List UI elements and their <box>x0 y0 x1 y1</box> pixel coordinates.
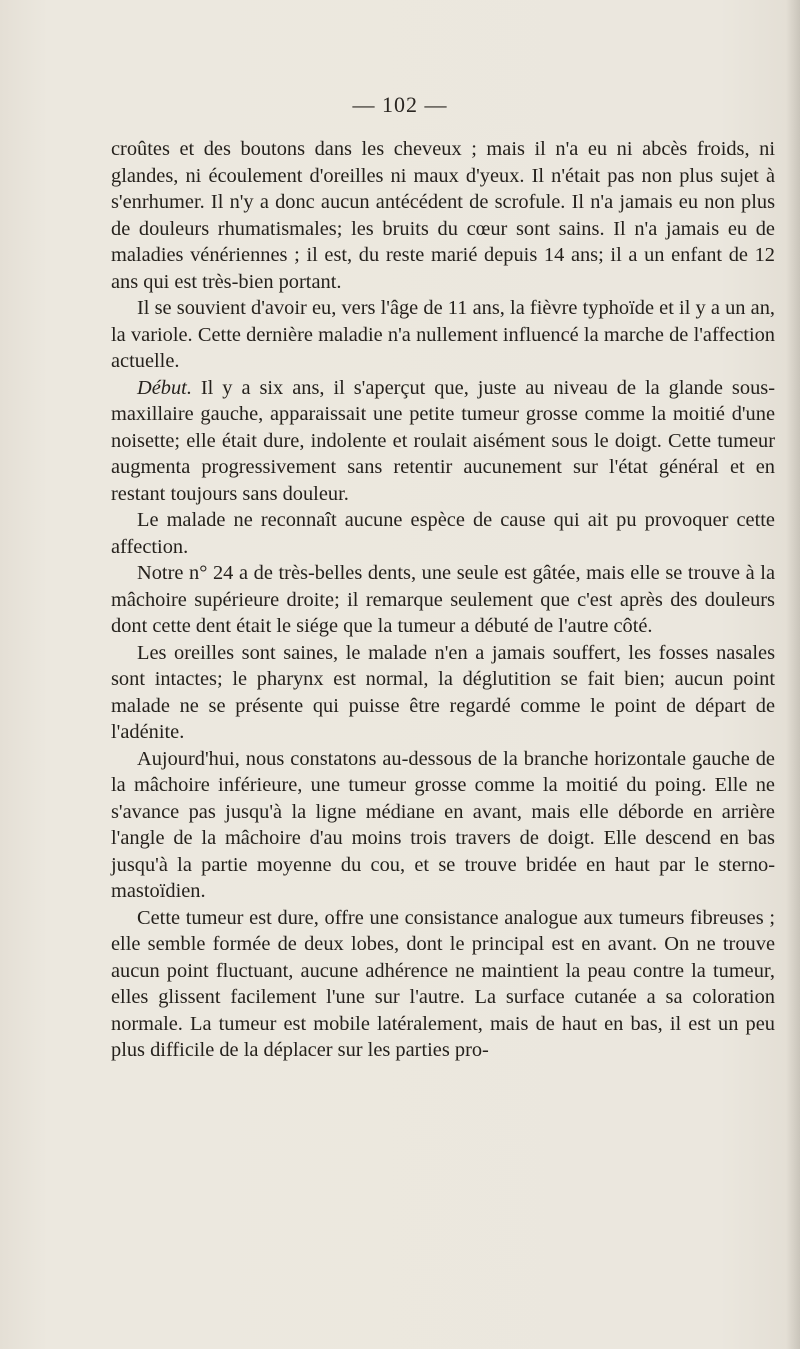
section-label-debut: Début. <box>137 376 192 399</box>
paragraph-3-text: Il y a six ans, il s'aperçut que, juste au niveau de la glande sous-maxillaire gauche, apparaissait une petite tumeur grosse comme la moitié d'une noisette; elle était dure, indolente et roulait aisément sous le doigt. Cette tumeur augmenta progressivement sans retentir aucunement sur l'état général et en restant toujours sans douleur. <box>111 376 775 505</box>
body-text <box>111 136 775 1064</box>
paragraph-6: Les oreilles sont saines, le malade n'en a jamais souffert, les fosses nasales sont intactes; le pharynx est normal, la déglutition se fait bien; aucun point malade ne se présente qui puisse être regardé comme le point de départ de l'adénite. <box>111 641 775 743</box>
paragraph-8: Cette tumeur est dure, offre une consistance analogue aux tumeurs fibreuses ; elle semble formée de deux lobes, dont le principal est en avant. On ne trouve aucun point fluctuant, aucune adhérence ne maintient la peau contre la tumeur, elles glissent facilement l'une sur l'autre. La surface cutanée a sa coloration normale. La tumeur est mobile latéralement, mais de haut en bas, il est un peu plus difficile de la déplacer sur les parties pro- <box>111 906 775 1061</box>
page-edge-shadow <box>786 0 800 1349</box>
paragraph-7: Aujourd'hui, nous constatons au-dessous de la branche horizontale gauche de la mâchoire inférieure, une tumeur grosse comme la moitié du poing. Elle ne s'avance pas jusqu'à la ligne médiane en avant, mais elle déborde en arrière l'angle de la mâchoire d'au moins trois travers de doigt. Elle descend en bas jusqu'à la partie moyenne du cou, et se trouve bridée en haut par le sterno-mastoïdien. <box>111 747 775 902</box>
paragraph-5: Notre n° 24 a de très-belles dents, une seule est gâtée, mais elle se trouve à la mâchoire supérieure droite; il remarque seulement que c'est après des douleurs dont cette dent était le siége que la tumeur a débuté de l'autre côté. <box>111 562 775 637</box>
paragraph-3 <box>111 375 775 508</box>
paragraph-1: croûtes et des boutons dans les cheveux ; mais il n'a eu ni abcès froids, ni glandes, ni écoulement d'oreilles ni maux d'yeux. Il n'était pas non plus sujet à s'enrhumer. Il n'y a donc aucun antécédent de scrofule. Il n'a jamais eu non plus de douleurs rhumatismales; les bruits du cœur sont sains. Il n'a jamais eu de maladies vénériennes ; il est, du reste marié depuis 14 ans; il a un enfant de 12 ans qui est très-bien portant. <box>111 138 775 293</box>
page-number: — 102 — <box>352 92 448 117</box>
paragraph-4: Le malade ne reconnaît aucune espèce de cause qui ait pu provoquer cette affection. <box>111 509 775 558</box>
paragraph-2: Il se souvient d'avoir eu, vers l'âge de 11 ans, la fièvre typhoïde et il y a un an, la variole. Cette dernière maladie n'a nullement influencé la marche de l'affection actuelle. <box>111 297 775 372</box>
